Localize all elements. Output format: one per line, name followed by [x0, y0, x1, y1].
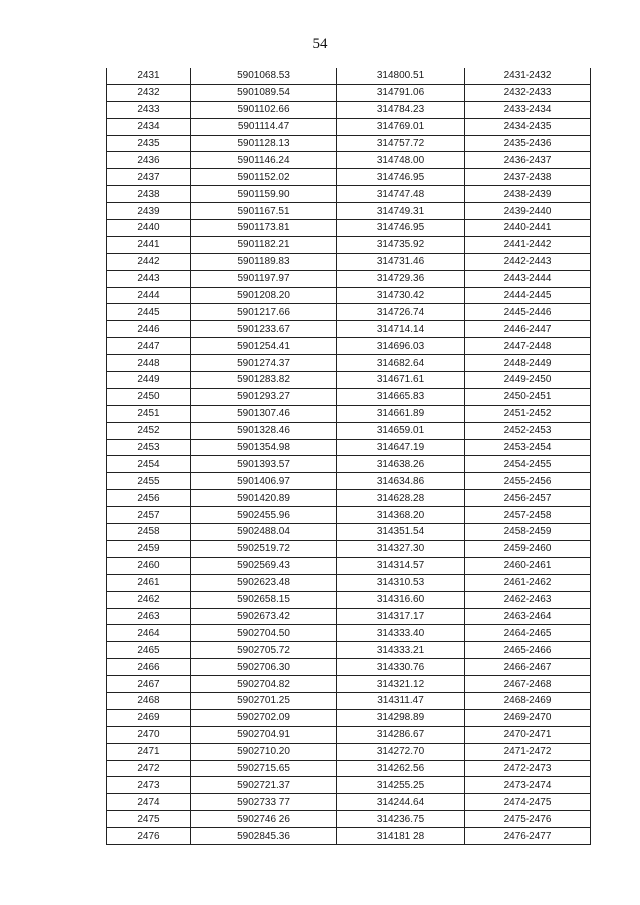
- segment-cell: 2440-2441: [465, 220, 591, 237]
- segment-cell: 2437-2438: [465, 169, 591, 186]
- y-coordinate-cell: 314286.67: [337, 726, 465, 743]
- segment-cell: 2470-2471: [465, 726, 591, 743]
- point-number-cell: 2462: [107, 591, 191, 608]
- table-row: [107, 152, 591, 169]
- y-coordinate-cell: 314628.28: [337, 490, 465, 507]
- point-number-cell: 2442: [107, 253, 191, 270]
- point-number-cell: 2434: [107, 118, 191, 135]
- table-row: [107, 169, 591, 186]
- table-row: [107, 253, 591, 270]
- y-coordinate-cell: 314321.12: [337, 676, 465, 693]
- x-coordinate-cell: 5901152.02: [191, 169, 337, 186]
- point-number-cell: 2438: [107, 186, 191, 203]
- point-number-cell: 2471: [107, 743, 191, 760]
- segment-cell: 2476-2477: [465, 828, 591, 845]
- x-coordinate-cell: 5901068.53: [191, 68, 337, 84]
- x-coordinate-cell: 5901293.27: [191, 388, 337, 405]
- point-number-cell: 2437: [107, 169, 191, 186]
- point-number-cell: 2475: [107, 811, 191, 828]
- x-coordinate-cell: 5902706.30: [191, 659, 337, 676]
- point-number-cell: 2469: [107, 709, 191, 726]
- segment-cell: 2473-2474: [465, 777, 591, 794]
- point-number-cell: 2474: [107, 794, 191, 811]
- point-number-cell: 2431: [107, 68, 191, 84]
- x-coordinate-cell: 5902455.96: [191, 507, 337, 524]
- table-row: [107, 811, 591, 828]
- y-coordinate-cell: 314330.76: [337, 659, 465, 676]
- point-number-cell: 2440: [107, 220, 191, 237]
- table-row: [107, 828, 591, 845]
- x-coordinate-cell: 5902658.15: [191, 591, 337, 608]
- segment-cell: 2452-2453: [465, 422, 591, 439]
- segment-cell: 2454-2455: [465, 456, 591, 473]
- segment-cell: 2453-2454: [465, 439, 591, 456]
- y-coordinate-cell: 314310.53: [337, 574, 465, 591]
- x-coordinate-cell: 5902721.37: [191, 777, 337, 794]
- table-row: [107, 68, 591, 84]
- x-coordinate-cell: 5902702.09: [191, 709, 337, 726]
- point-number-cell: 2459: [107, 540, 191, 557]
- x-coordinate-cell: 5902710.20: [191, 743, 337, 760]
- segment-cell: 2436-2437: [465, 152, 591, 169]
- segment-cell: 2462-2463: [465, 591, 591, 608]
- coordinates-table-body: [107, 68, 591, 844]
- coordinates-table-container: [106, 68, 590, 845]
- point-number-cell: 2466: [107, 659, 191, 676]
- x-coordinate-cell: 5902519.72: [191, 540, 337, 557]
- point-number-cell: 2453: [107, 439, 191, 456]
- point-number-cell: 2450: [107, 388, 191, 405]
- x-coordinate-cell: 5902715.65: [191, 760, 337, 777]
- table-row: [107, 591, 591, 608]
- point-number-cell: 2443: [107, 270, 191, 287]
- segment-cell: 2466-2467: [465, 659, 591, 676]
- y-coordinate-cell: 314244.64: [337, 794, 465, 811]
- segment-cell: 2456-2457: [465, 490, 591, 507]
- segment-cell: 2471-2472: [465, 743, 591, 760]
- point-number-cell: 2463: [107, 608, 191, 625]
- point-number-cell: 2476: [107, 828, 191, 845]
- point-number-cell: 2457: [107, 507, 191, 524]
- x-coordinate-cell: 5902705.72: [191, 642, 337, 659]
- point-number-cell: 2472: [107, 760, 191, 777]
- y-coordinate-cell: 314746.95: [337, 169, 465, 186]
- page-number: 54: [312, 36, 328, 52]
- y-coordinate-cell: 314714.14: [337, 321, 465, 338]
- segment-cell: 2445-2446: [465, 304, 591, 321]
- point-number-cell: 2446: [107, 321, 191, 338]
- point-number-cell: 2470: [107, 726, 191, 743]
- segment-cell: 2433-2434: [465, 101, 591, 118]
- table-row: [107, 726, 591, 743]
- segment-cell: 2449-2450: [465, 372, 591, 389]
- table-row: [107, 794, 591, 811]
- point-number-cell: 2461: [107, 574, 191, 591]
- point-number-cell: 2436: [107, 152, 191, 169]
- x-coordinate-cell: 5902569.43: [191, 557, 337, 574]
- table-row: [107, 692, 591, 709]
- x-coordinate-cell: 5902845.36: [191, 828, 337, 845]
- y-coordinate-cell: 314682.64: [337, 355, 465, 372]
- point-number-cell: 2473: [107, 777, 191, 794]
- segment-cell: 2461-2462: [465, 574, 591, 591]
- table-row: [107, 507, 591, 524]
- x-coordinate-cell: 5901173.81: [191, 220, 337, 237]
- x-coordinate-cell: 5901159.90: [191, 186, 337, 203]
- x-coordinate-cell: 5901307.46: [191, 405, 337, 422]
- table-row: [107, 456, 591, 473]
- table-row: [107, 760, 591, 777]
- table-row: [107, 186, 591, 203]
- point-number-cell: 2435: [107, 135, 191, 152]
- x-coordinate-cell: 5902488.04: [191, 524, 337, 541]
- segment-cell: 2472-2473: [465, 760, 591, 777]
- segment-cell: 2467-2468: [465, 676, 591, 693]
- segment-cell: 2431-2432: [465, 68, 591, 84]
- table-row: [107, 439, 591, 456]
- x-coordinate-cell: 5902673.42: [191, 608, 337, 625]
- y-coordinate-cell: 314731.46: [337, 253, 465, 270]
- y-coordinate-cell: 314659.01: [337, 422, 465, 439]
- segment-cell: 2438-2439: [465, 186, 591, 203]
- table-row: [107, 118, 591, 135]
- x-coordinate-cell: 5901182.21: [191, 236, 337, 253]
- table-row: [107, 101, 591, 118]
- y-coordinate-cell: 314317.17: [337, 608, 465, 625]
- x-coordinate-cell: 5901089.54: [191, 84, 337, 101]
- segment-cell: 2444-2445: [465, 287, 591, 304]
- table-row: [107, 388, 591, 405]
- segment-cell: 2434-2435: [465, 118, 591, 135]
- y-coordinate-cell: 314314.57: [337, 557, 465, 574]
- x-coordinate-cell: 5902701.25: [191, 692, 337, 709]
- x-coordinate-cell: 5901393.57: [191, 456, 337, 473]
- segment-cell: 2446-2447: [465, 321, 591, 338]
- table-row: [107, 642, 591, 659]
- segment-cell: 2443-2444: [465, 270, 591, 287]
- table-row: [107, 372, 591, 389]
- y-coordinate-cell: 314638.26: [337, 456, 465, 473]
- y-coordinate-cell: 314800.51: [337, 68, 465, 84]
- table-row: [107, 203, 591, 220]
- table-row: [107, 540, 591, 557]
- table-row: [107, 287, 591, 304]
- segment-cell: 2458-2459: [465, 524, 591, 541]
- x-coordinate-cell: 5901102.66: [191, 101, 337, 118]
- x-coordinate-cell: 5901114.47: [191, 118, 337, 135]
- x-coordinate-cell: 5901189.83: [191, 253, 337, 270]
- x-coordinate-cell: 5901197.97: [191, 270, 337, 287]
- segment-cell: 2457-2458: [465, 507, 591, 524]
- table-row: [107, 321, 591, 338]
- x-coordinate-cell: 5902733 77: [191, 794, 337, 811]
- point-number-cell: 2468: [107, 692, 191, 709]
- segment-cell: 2432-2433: [465, 84, 591, 101]
- y-coordinate-cell: 314769.01: [337, 118, 465, 135]
- x-coordinate-cell: 5901283.82: [191, 372, 337, 389]
- table-row: [107, 355, 591, 372]
- segment-cell: 2460-2461: [465, 557, 591, 574]
- point-number-cell: 2465: [107, 642, 191, 659]
- segment-cell: 2469-2470: [465, 709, 591, 726]
- y-coordinate-cell: 314634.86: [337, 473, 465, 490]
- x-coordinate-cell: 5901146.24: [191, 152, 337, 169]
- segment-cell: 2448-2449: [465, 355, 591, 372]
- x-coordinate-cell: 5901208.20: [191, 287, 337, 304]
- y-coordinate-cell: 314784.23: [337, 101, 465, 118]
- table-row: [107, 608, 591, 625]
- coordinates-table: [106, 68, 591, 845]
- y-coordinate-cell: 314661.89: [337, 405, 465, 422]
- table-row: [107, 270, 591, 287]
- y-coordinate-cell: 314735.92: [337, 236, 465, 253]
- y-coordinate-cell: 314262.56: [337, 760, 465, 777]
- point-number-cell: 2460: [107, 557, 191, 574]
- segment-cell: 2459-2460: [465, 540, 591, 557]
- table-row: [107, 304, 591, 321]
- point-number-cell: 2454: [107, 456, 191, 473]
- table-row: [107, 473, 591, 490]
- y-coordinate-cell: 314696.03: [337, 338, 465, 355]
- y-coordinate-cell: 314791.06: [337, 84, 465, 101]
- point-number-cell: 2464: [107, 625, 191, 642]
- x-coordinate-cell: 5901354.98: [191, 439, 337, 456]
- segment-cell: 2450-2451: [465, 388, 591, 405]
- table-row: [107, 709, 591, 726]
- x-coordinate-cell: 5901406.97: [191, 473, 337, 490]
- y-coordinate-cell: 314748.00: [337, 152, 465, 169]
- point-number-cell: 2444: [107, 287, 191, 304]
- x-coordinate-cell: 5902704.82: [191, 676, 337, 693]
- table-row: [107, 676, 591, 693]
- x-coordinate-cell: 5901217.66: [191, 304, 337, 321]
- y-coordinate-cell: 314749.31: [337, 203, 465, 220]
- segment-cell: 2435-2436: [465, 135, 591, 152]
- table-row: [107, 659, 591, 676]
- y-coordinate-cell: 314181 28: [337, 828, 465, 845]
- y-coordinate-cell: 314665.83: [337, 388, 465, 405]
- y-coordinate-cell: 314729.36: [337, 270, 465, 287]
- table-row: [107, 490, 591, 507]
- point-number-cell: 2447: [107, 338, 191, 355]
- x-coordinate-cell: 5901128.13: [191, 135, 337, 152]
- y-coordinate-cell: 314671.61: [337, 372, 465, 389]
- table-row: [107, 625, 591, 642]
- point-number-cell: 2452: [107, 422, 191, 439]
- table-row: [107, 777, 591, 794]
- x-coordinate-cell: 5902746 26: [191, 811, 337, 828]
- x-coordinate-cell: 5901254.41: [191, 338, 337, 355]
- point-number-cell: 2467: [107, 676, 191, 693]
- x-coordinate-cell: 5901420.89: [191, 490, 337, 507]
- segment-cell: 2442-2443: [465, 253, 591, 270]
- point-number-cell: 2439: [107, 203, 191, 220]
- y-coordinate-cell: 314316.60: [337, 591, 465, 608]
- y-coordinate-cell: 314311.47: [337, 692, 465, 709]
- table-row: [107, 743, 591, 760]
- y-coordinate-cell: 314272.70: [337, 743, 465, 760]
- point-number-cell: 2458: [107, 524, 191, 541]
- x-coordinate-cell: 5902704.91: [191, 726, 337, 743]
- segment-cell: 2463-2464: [465, 608, 591, 625]
- segment-cell: 2447-2448: [465, 338, 591, 355]
- point-number-cell: 2451: [107, 405, 191, 422]
- segment-cell: 2455-2456: [465, 473, 591, 490]
- y-coordinate-cell: 314730.42: [337, 287, 465, 304]
- table-row: [107, 84, 591, 101]
- y-coordinate-cell: 314255.25: [337, 777, 465, 794]
- y-coordinate-cell: 314368.20: [337, 507, 465, 524]
- segment-cell: 2468-2469: [465, 692, 591, 709]
- table-row: [107, 574, 591, 591]
- table-row: [107, 422, 591, 439]
- point-number-cell: 2433: [107, 101, 191, 118]
- y-coordinate-cell: 314327.30: [337, 540, 465, 557]
- table-row: [107, 135, 591, 152]
- table-row: [107, 338, 591, 355]
- x-coordinate-cell: 5902704.50: [191, 625, 337, 642]
- table-row: [107, 557, 591, 574]
- segment-cell: 2465-2466: [465, 642, 591, 659]
- x-coordinate-cell: 5901274.37: [191, 355, 337, 372]
- x-coordinate-cell: 5902623.48: [191, 574, 337, 591]
- point-number-cell: 2456: [107, 490, 191, 507]
- x-coordinate-cell: 5901328.46: [191, 422, 337, 439]
- y-coordinate-cell: 314726.74: [337, 304, 465, 321]
- table-row: [107, 405, 591, 422]
- point-number-cell: 2441: [107, 236, 191, 253]
- segment-cell: 2439-2440: [465, 203, 591, 220]
- y-coordinate-cell: 314298.89: [337, 709, 465, 726]
- y-coordinate-cell: 314757.72: [337, 135, 465, 152]
- segment-cell: 2451-2452: [465, 405, 591, 422]
- point-number-cell: 2455: [107, 473, 191, 490]
- point-number-cell: 2448: [107, 355, 191, 372]
- segment-cell: 2475-2476: [465, 811, 591, 828]
- y-coordinate-cell: 314746.95: [337, 220, 465, 237]
- table-row: [107, 236, 591, 253]
- segment-cell: 2464-2465: [465, 625, 591, 642]
- y-coordinate-cell: 314647.19: [337, 439, 465, 456]
- x-coordinate-cell: 5901167.51: [191, 203, 337, 220]
- table-row: [107, 220, 591, 237]
- segment-cell: 2474-2475: [465, 794, 591, 811]
- point-number-cell: 2449: [107, 372, 191, 389]
- y-coordinate-cell: 314351.54: [337, 524, 465, 541]
- x-coordinate-cell: 5901233.67: [191, 321, 337, 338]
- y-coordinate-cell: 314747.48: [337, 186, 465, 203]
- y-coordinate-cell: 314333.21: [337, 642, 465, 659]
- y-coordinate-cell: 314236.75: [337, 811, 465, 828]
- y-coordinate-cell: 314333.40: [337, 625, 465, 642]
- table-row: [107, 524, 591, 541]
- point-number-cell: 2445: [107, 304, 191, 321]
- point-number-cell: 2432: [107, 84, 191, 101]
- segment-cell: 2441-2442: [465, 236, 591, 253]
